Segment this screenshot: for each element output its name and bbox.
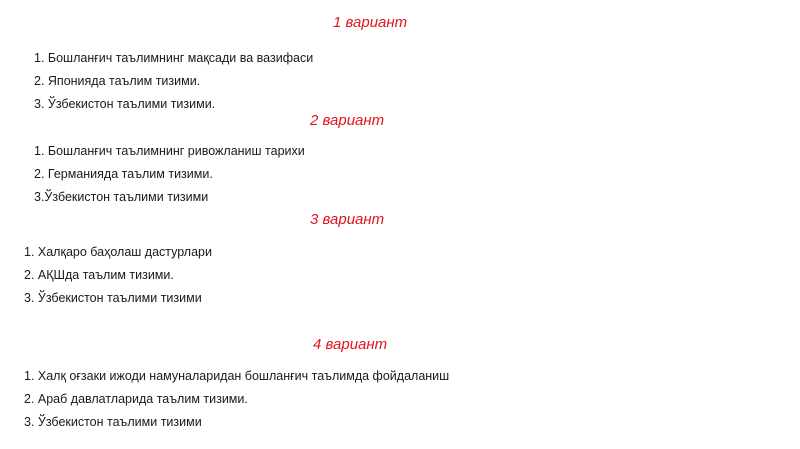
variant-2-title: 2 вариант bbox=[310, 112, 385, 129]
variant-1-item-1: 1. Бошланғич таълимнинг мақсади ва вазифаси bbox=[34, 51, 314, 65]
variant-3-item-1: 1. Халқаро баҳолаш дастурлари bbox=[24, 245, 212, 259]
variant-2-item-3: 3.Ўзбекистон таълими тизими bbox=[34, 190, 209, 204]
variant-4-item-3: 3. Ўзбекистон таълими тизими bbox=[24, 415, 202, 429]
variant-3-title: 3 вариант bbox=[310, 211, 385, 228]
variant-1-title: 1 вариант bbox=[333, 14, 408, 31]
variant-4-item-1: 1. Халқ оғзаки ижоди намуналаридан бошланғич таълимда фойдаланиш bbox=[24, 369, 450, 383]
variant-4-title: 4 вариант bbox=[313, 336, 388, 353]
variant-1-item-3: 3. Ўзбекистон таълими тизими. bbox=[34, 97, 216, 111]
variant-2-item-1: 1. Бошланғич таълимнинг ривожланиш тарихи bbox=[34, 144, 305, 158]
variant-2-item-2: 2. Германияда таълим тизими. bbox=[34, 167, 213, 181]
variant-3-item-2: 2. АҚШда таълим тизими. bbox=[24, 268, 174, 282]
variant-3-item-3: 3. Ўзбекистон таълими тизими bbox=[24, 291, 202, 305]
variant-4-item-2: 2. Араб давлатларида таълим тизими. bbox=[24, 392, 248, 406]
variant-1-item-2: 2. Японияда таълим тизими. bbox=[34, 74, 201, 88]
